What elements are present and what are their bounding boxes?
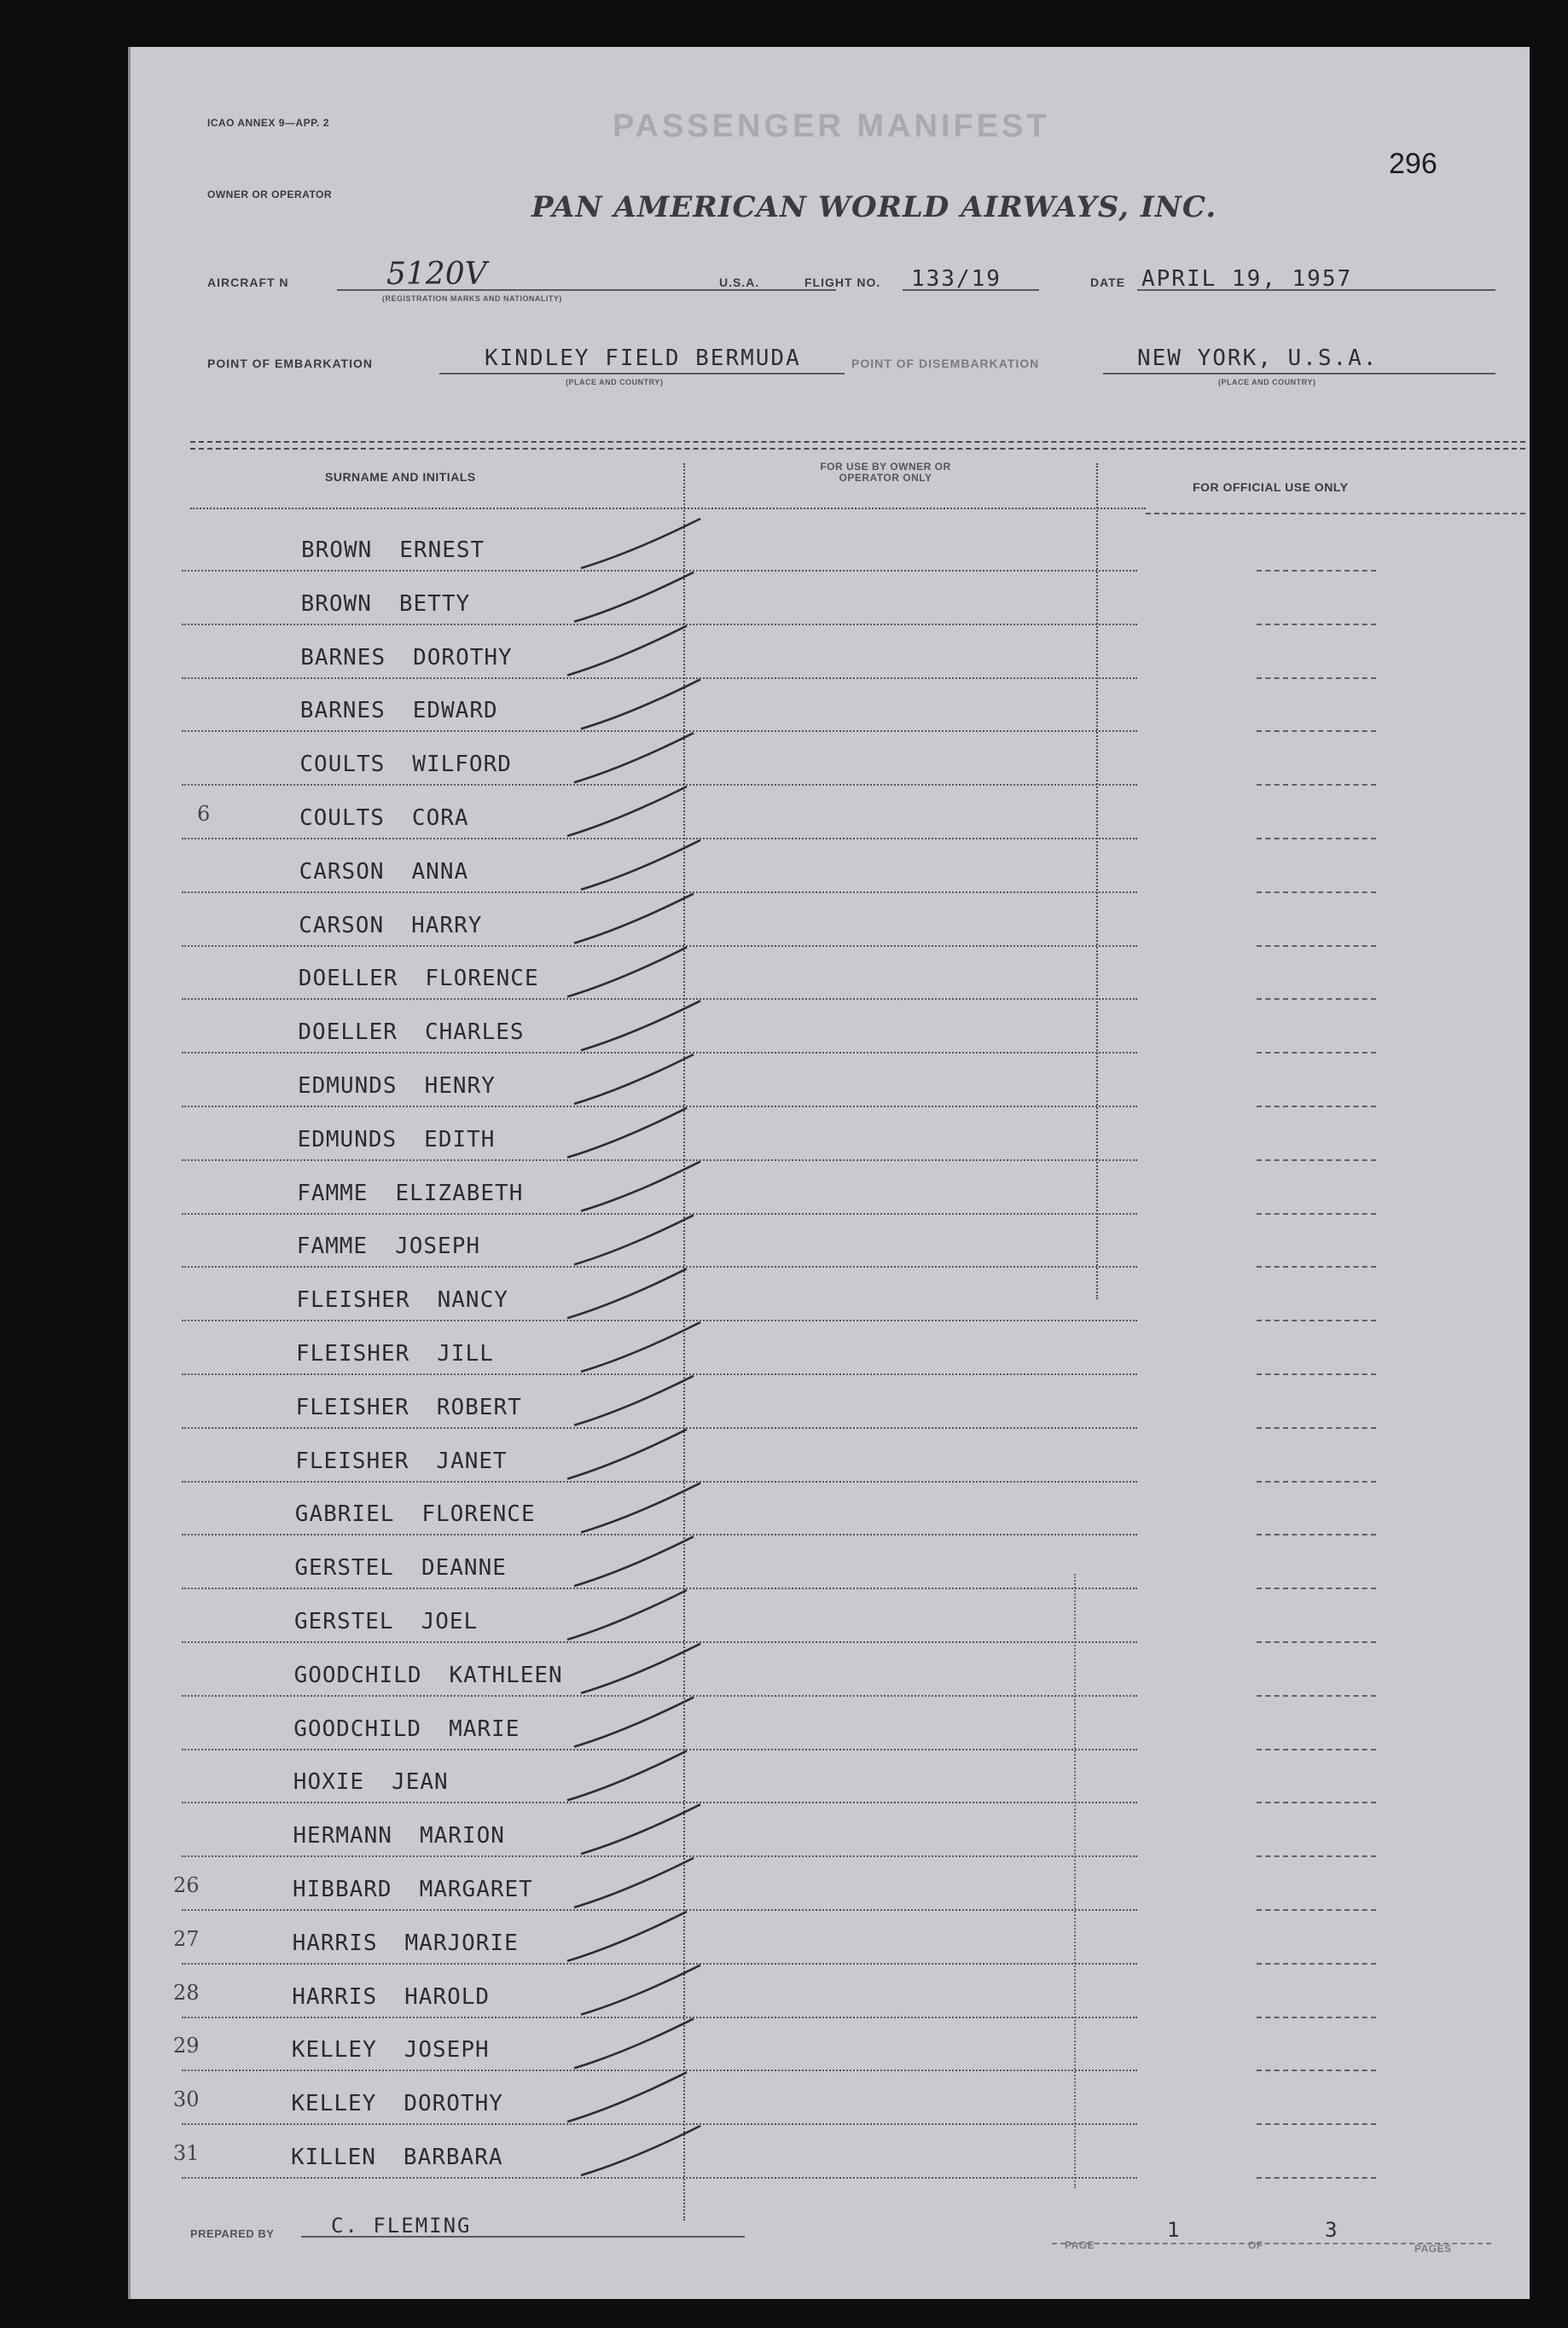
surname: FLEISHER (296, 1341, 410, 1367)
of-label: OF (1248, 2239, 1263, 2251)
check-tick (581, 840, 700, 890)
given-name: KATHLEEN (449, 1662, 563, 1688)
check-tick (581, 1644, 700, 1693)
manifest-sheet (128, 47, 1530, 2299)
given-name: CHARLES (424, 1019, 525, 1046)
check-tick (581, 1322, 700, 1372)
form-reference: ICAO ANNEX 9—APP. 2 (207, 117, 329, 129)
prepared-by-value: C. FLEMING (331, 2214, 472, 2238)
surname: DOELLER (298, 1019, 398, 1046)
check-tick (574, 1858, 694, 1907)
surname: BARNES (299, 698, 386, 724)
given-name: DEANNE (421, 1555, 507, 1582)
check-tick (581, 1001, 700, 1050)
surname: GOODCHILD (293, 1662, 422, 1688)
given-name: JOSEPH (395, 1234, 480, 1260)
given-name: JOEL (421, 1609, 479, 1634)
given-name: DOROTHY (404, 2091, 503, 2117)
given-name: FLORENCE (425, 966, 539, 992)
given-name: BETTY (398, 590, 471, 617)
check-tick (567, 626, 687, 676)
surname: HARRIS (292, 1930, 378, 1956)
surname: FLEISHER (296, 1287, 410, 1314)
given-name: MARION (419, 1823, 505, 1849)
check-tick (574, 2018, 694, 2068)
aircraft-label: AIRCRAFT N (207, 276, 289, 289)
check-tick (581, 1483, 700, 1532)
page-title: PASSENGER MANIFEST (613, 108, 1050, 144)
aircraft-value: 5120V (386, 257, 487, 292)
surname: GOODCHILD (293, 1716, 422, 1742)
surname: CARSON (299, 858, 385, 885)
check-tick (574, 1215, 694, 1264)
surname: HARRIS (292, 1983, 378, 2010)
owner-label: OWNER OR OPERATOR (207, 189, 333, 200)
given-name: JANET (436, 1448, 508, 1474)
given-name: JILL (437, 1341, 494, 1367)
embarkation-label: POINT OF EMBARKATION (207, 357, 373, 370)
embarkation-value: KINDLEY FIELD BERMUDA (485, 345, 801, 371)
check-tick (567, 1108, 687, 1158)
surname: FLEISHER (295, 1448, 409, 1474)
prepared-by-label: PREPARED BY (190, 2227, 275, 2240)
check-tick (574, 733, 694, 782)
disembarkation-sublabel: (PLACE AND COUNTRY) (1218, 378, 1316, 386)
flight-number: 133/19 (911, 266, 1002, 292)
page-label: PAGE (1065, 2239, 1095, 2251)
given-name: FLORENCE (421, 1501, 536, 1528)
check-tick (567, 787, 687, 836)
given-name: ELIZABETH (395, 1180, 524, 1206)
given-name: MARJORIE (404, 1930, 519, 1956)
given-name: HAROLD (404, 1983, 491, 2010)
total-pages-value: 3 (1325, 2218, 1339, 2242)
surname: FLEISHER (295, 1394, 409, 1420)
surname: GERSTEL (294, 1555, 394, 1582)
check-tick (567, 1430, 687, 1479)
disembarkation-label: POINT OF DISEMBARKATION (851, 357, 1040, 370)
flight-label: FLIGHT NO. (804, 276, 881, 289)
given-name: CORA (411, 805, 469, 831)
row-number: 27 (173, 1926, 200, 1951)
surname: BARNES (300, 644, 386, 671)
date-label: DATE (1090, 276, 1126, 289)
tick-marks (131, 47, 1530, 2299)
surname: KILLEN (291, 2145, 376, 2170)
check-tick (574, 1054, 694, 1104)
check-tick (574, 1536, 694, 1586)
check-tick (574, 1698, 694, 1747)
given-name: MARGARET (419, 1877, 533, 1902)
check-tick (567, 1750, 687, 1800)
surname: HIBBARD (293, 1877, 392, 1902)
surname: EDMUNDS (297, 1126, 398, 1152)
check-tick (567, 1268, 687, 1318)
row-number: 26 (173, 1873, 200, 1897)
surname: BROWN (301, 537, 373, 563)
check-tick (574, 1376, 694, 1425)
row-number: 31 (173, 2141, 200, 2165)
check-tick (567, 947, 687, 996)
aircraft-sublabel: (REGISTRATION MARKS AND NATIONALITY) (382, 294, 562, 303)
surname: KELLEY (291, 2037, 377, 2064)
row-number: 30 (173, 2087, 200, 2112)
given-name: WILFORD (412, 752, 512, 778)
owner-name: PAN AMERICAN WORLD AIRWAYS, INC. (531, 190, 1217, 224)
surname: DOELLER (298, 966, 398, 992)
surname: FAMME (296, 1234, 369, 1260)
disembarkation-value: NEW YORK, U.S.A. (1137, 345, 1379, 371)
embarkation-sublabel: (PLACE AND COUNTRY) (566, 378, 664, 386)
given-name: HENRY (424, 1073, 496, 1099)
given-name: ERNEST (399, 537, 485, 563)
check-tick (567, 1912, 687, 1961)
given-name: JOSEPH (404, 2037, 490, 2064)
check-tick (581, 1965, 700, 2015)
given-name: EDITH (424, 1126, 496, 1152)
surname: FAMME (297, 1180, 369, 1206)
surname: COULTS (299, 805, 385, 831)
given-name: ROBERT (436, 1394, 522, 1420)
surname: EDMUNDS (298, 1073, 398, 1099)
check-tick (581, 519, 700, 568)
surname: BROWN (300, 590, 372, 617)
column-header-owner-use: FOR USE BY OWNER OR OPERATOR ONLY (820, 461, 951, 484)
column-header-official-use: FOR OFFICIAL USE ONLY (1193, 480, 1349, 494)
surname: GERSTEL (294, 1609, 394, 1634)
check-tick (574, 894, 694, 943)
surname: KELLEY (291, 2091, 377, 2117)
row-number: 6 (197, 802, 211, 826)
date-value: APRIL 19, 1957 (1141, 266, 1353, 292)
surname: GABRIEL (294, 1501, 395, 1528)
check-tick (581, 1804, 700, 1854)
surname: HERMANN (293, 1823, 392, 1849)
check-tick (581, 679, 700, 729)
given-name: EDWARD (412, 698, 498, 724)
given-name: NANCY (437, 1287, 508, 1314)
check-tick (581, 1162, 700, 1211)
check-tick (581, 2126, 700, 2175)
check-tick (567, 2072, 687, 2122)
page-number: 296 (1389, 148, 1437, 180)
given-name: ANNA (411, 858, 469, 885)
given-name: DOROTHY (413, 644, 513, 671)
check-tick (574, 572, 694, 622)
given-name: MARIE (449, 1716, 520, 1742)
given-name: BARBARA (403, 2145, 503, 2170)
column-header-surname: SURNAME AND INITIALS (325, 470, 476, 484)
check-tick (567, 1590, 687, 1640)
surname: HOXIE (293, 1769, 365, 1796)
surname: COULTS (299, 752, 386, 778)
row-number: 29 (173, 2034, 200, 2058)
given-name: JEAN (392, 1769, 449, 1796)
pages-label: PAGES (1414, 2243, 1452, 2255)
usa-label: U.S.A. (719, 276, 760, 289)
given-name: HARRY (411, 912, 483, 938)
page-value: 1 (1167, 2218, 1182, 2242)
surname: CARSON (299, 912, 385, 938)
row-number: 28 (173, 1980, 200, 2005)
